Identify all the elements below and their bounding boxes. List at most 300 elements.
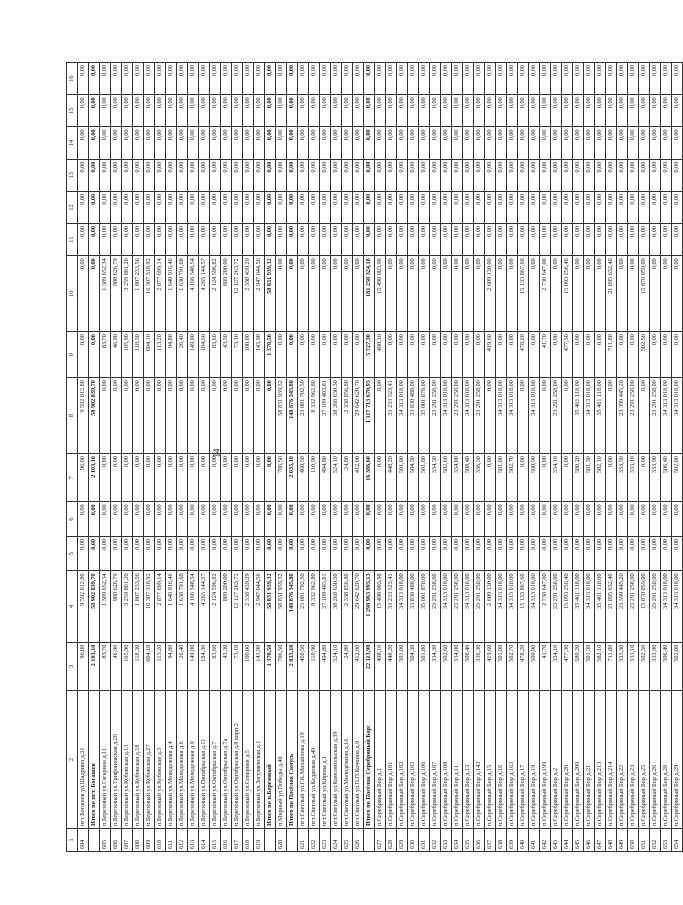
value-cell: 0,00 [144,95,155,127]
value-cell: 0,00 [199,127,210,159]
value-cell: 582,10 [595,642,606,690]
table-row [144,63,155,852]
address-cell: пгт.Светлый ул.Молодёжная д.16 [342,690,353,828]
value-cell: 46,90 [111,332,122,378]
value-cell: 0,00 [661,332,672,378]
row-number-cell: 636 [474,829,485,852]
address-cell: п.Серебряный Бор д.107 [430,690,441,828]
value-cell: 0,00 [155,95,166,127]
value-cell: 0,00 [155,454,166,502]
value-cell: 0,00 [199,191,210,223]
value-cell: 2 947 044,56 [254,256,265,332]
row-number-cell [287,829,298,852]
value-cell: 0,00 [155,224,166,256]
value-cell: 0,00 [111,378,122,454]
value-cell: 0,00 [507,536,518,571]
value-cell: 0,00 [430,224,441,256]
value-cell: 0,00 [298,159,309,191]
row-number-cell: 635 [463,829,474,852]
subtotal-row [287,63,298,852]
table-row [419,63,430,852]
value-cell: 2 035,10 [287,642,298,690]
row-number-cell: 618 [243,829,254,852]
value-cell: 0,00 [540,502,551,537]
value-cell: 0,00 [111,127,122,159]
value-cell: 0,00 [188,536,199,571]
value-cell: 23 291 258,00 [430,378,441,454]
value-cell: 0,00 [144,454,155,502]
value-cell: 501,00 [397,454,408,502]
value-cell: 0,00 [639,127,650,159]
value-cell: 34 313 018,00 [441,378,452,454]
value-cell: 15 133 867,60 [518,571,529,642]
value-cell: 0,00 [177,454,188,502]
value-cell: 0,00 [397,536,408,571]
value-cell: 58 902 839,70 [89,571,100,642]
value-cell: 0,00 [100,454,111,502]
value-cell: 0,00 [441,63,452,95]
address-cell: п.Березовый ул.Загуляевская д.1 [254,690,265,828]
value-cell: 0,00 [221,224,232,256]
column-header: 3 [67,642,78,690]
value-cell: 0,00 [232,127,243,159]
row-number-cell: 641 [529,829,540,852]
value-cell: 0,00 [661,95,672,127]
value-cell: 0,00 [364,224,375,256]
value-cell: 334,00 [452,454,463,502]
value-cell: 0,00 [397,159,408,191]
value-cell: 21 895 632,40 [606,571,617,642]
value-cell: 0,00 [155,378,166,454]
value-cell: 33 830 488,00 [408,378,419,454]
value-cell: 0,00 [353,159,364,191]
value-cell: 1 389 652,34 [100,256,111,332]
address-cell: п.Серебряный Бор д.108 [441,690,452,828]
value-cell: 0,00 [518,454,529,502]
value-cell: 0,00 [166,454,177,502]
value-cell: 0,00 [463,191,474,223]
value-cell: 502,60 [441,454,452,502]
value-cell: 0,00 [254,502,265,537]
value-cell: 0,00 [331,224,342,256]
value-cell: 0,00 [144,224,155,256]
value-cell: 0,00 [562,378,573,454]
value-cell: 0,00 [320,95,331,127]
value-cell: 0,00 [144,536,155,571]
row-number-cell: 629 [397,829,408,852]
value-cell: 0,00 [265,454,276,502]
value-cell: 0,00 [320,536,331,571]
value-cell: 0,00 [210,224,221,256]
value-cell: 0,00 [595,127,606,159]
value-cell: 0,00 [309,127,320,159]
address-cell: п.Серебряный Бор д.11 [452,690,463,828]
table-row [628,63,639,852]
value-cell: 0,00 [188,127,199,159]
value-cell: 0,00 [78,224,89,256]
value-cell: 0,00 [529,332,540,378]
value-cell: 0,00 [485,454,496,502]
value-cell: 0,00 [441,224,452,256]
value-cell: 0,00 [639,191,650,223]
value-cell: 0,00 [606,63,617,95]
value-cell: 0,00 [639,63,650,95]
value-cell: 34 313 018,00 [661,378,672,454]
value-cell: 0,00 [529,256,540,332]
value-cell: 0,00 [496,95,507,127]
value-cell: 0,00 [452,127,463,159]
row-number-cell: 646 [584,829,595,852]
value-cell: 0,00 [331,536,342,571]
value-cell: 0,00 [320,332,331,378]
value-cell: 0,00 [100,224,111,256]
value-cell: 0,00 [617,502,628,537]
value-cell: 94,80 [166,332,177,378]
value-cell: 0,00 [452,224,463,256]
table-row [441,63,452,852]
value-cell: 988 626,79 [111,256,122,332]
value-cell: 0,00 [188,224,199,256]
value-cell: 0,00 [177,63,188,95]
row-number-cell: 606 [111,829,122,852]
value-cell: 149,00 [188,332,199,378]
value-cell: 0,00 [573,536,584,571]
value-cell: 0,00 [661,63,672,95]
value-cell: 46,90 [111,642,122,690]
value-cell: 0,00 [309,332,320,378]
row-number-cell: 649 [617,829,628,852]
value-cell: 2 124 596,82 [210,256,221,332]
value-cell: 0,00 [672,95,683,127]
value-cell: 0,00 [320,63,331,95]
value-cell: 0,00 [529,536,540,571]
value-cell: 0,00 [199,95,210,127]
value-cell: 0,00 [562,63,573,95]
value-cell: 0,00 [617,159,628,191]
value-cell: 0,00 [672,63,683,95]
value-cell: 0,00 [430,159,441,191]
column-header: 6 [67,502,78,537]
value-cell: 0,00 [672,536,683,571]
value-cell: 0,00 [210,127,221,159]
value-cell: 0,00 [573,95,584,127]
value-cell: 0,00 [320,127,331,159]
value-cell: 0,00 [584,256,595,332]
value-cell: 0,00 [540,454,551,502]
value-cell: 0,00 [419,224,430,256]
address-cell: п.Серебряный Бор д.19 [529,690,540,828]
value-cell: 0,00 [507,256,518,332]
address-cell: пгт.Светлый ул.Г.К.Михайлова д.19 [298,690,309,828]
value-cell: 0,00 [430,256,441,332]
column-number-header [67,63,78,852]
value-cell: 0,00 [276,502,287,537]
value-cell: 0,00 [386,63,397,95]
value-cell: 0,00 [364,191,375,223]
address-cell: п.Серебряный Бор д.101 [386,690,397,828]
value-cell: 0,00 [441,159,452,191]
value-cell: 478,20 [518,332,529,378]
value-cell: 0,00 [210,502,221,537]
value-cell: 34 313 018,00 [529,378,540,454]
value-cell: 0,00 [595,332,606,378]
value-cell: 0,00 [342,502,353,537]
address-cell: пгт.Светлый ул.Кирова д.1 [320,690,331,828]
value-cell: 0,00 [309,63,320,95]
value-cell: 0,00 [364,95,375,127]
value-cell: 0,00 [628,536,639,571]
value-cell: 0,00 [639,224,650,256]
value-cell: 0,00 [287,502,298,537]
value-cell: 1 630 791,68 [177,256,188,332]
value-cell: 43,30 [221,332,232,378]
value-cell: 0,00 [78,95,89,127]
value-cell: 0,00 [474,256,485,332]
value-cell: 184,30 [199,642,210,690]
value-cell: 0,00 [78,332,89,378]
value-cell: 37 109 403,81 [320,571,331,642]
value-cell: 494,80 [320,642,331,690]
address-cell: п.Березовый ул.Октябрьская д.7 [210,690,221,828]
table-row [353,63,364,852]
value-cell: 0,00 [639,536,650,571]
value-cell: 0,00 [397,127,408,159]
value-cell: 41,70 [540,642,551,690]
value-cell: 0,00 [584,127,595,159]
table-row [188,63,199,852]
value-cell: 0,00 [419,95,430,127]
value-cell: 333,10 [628,454,639,502]
value-cell: 23 291 258,00 [430,571,441,642]
value-cell: 0,00 [474,127,485,159]
value-cell: 0,00 [595,502,606,537]
value-cell: 0,00 [122,159,133,191]
value-cell: 0,00 [276,332,287,378]
table-body [78,63,683,852]
column-header: 1 [67,829,78,852]
value-cell: 0,00 [540,536,551,571]
value-cell: 0,00 [496,502,507,537]
row-number-cell: 637 [485,829,496,852]
table-row [639,63,650,852]
value-cell: 0,00 [122,378,133,454]
value-cell: 4 166 348,54 [188,256,199,332]
value-cell: 0,00 [331,502,342,537]
value-cell: 34 313 018,00 [441,571,452,642]
value-cell: 0,00 [518,63,529,95]
value-cell: 0,00 [265,502,276,537]
value-cell: 0,00 [298,332,309,378]
column-header: 11 [67,224,78,256]
address-cell: Итого по п.Березовый [265,690,276,828]
value-cell: 502,00 [672,454,683,502]
table-row [518,63,529,852]
value-cell: 0,00 [606,454,617,502]
value-cell: 0,00 [133,63,144,95]
value-cell: 0,00 [485,536,496,571]
value-cell: 0,00 [650,332,661,378]
value-cell: 0,00 [232,191,243,223]
value-cell: 35 461 118,00 [595,571,606,642]
value-cell: 0,00 [111,454,122,502]
value-cell: 0,00 [661,159,672,191]
row-number-cell: 610 [155,829,166,852]
value-cell: 0,00 [166,191,177,223]
table-row [595,63,606,852]
value-cell: 988 626,79 [111,571,122,642]
value-cell: 0,00 [408,159,419,191]
value-cell: 711,80 [606,332,617,378]
column-header: 7 [67,454,78,502]
address-cell: п.Серебряный Бор д.199 [540,690,551,828]
value-cell: 502,70 [507,642,518,690]
value-cell: 0,00 [89,502,100,537]
value-cell: 0,00 [474,536,485,571]
value-cell: 0,00 [595,224,606,256]
value-cell: 0,00 [265,224,276,256]
value-cell: 502,50 [639,332,650,378]
value-cell: 110,90 [309,454,320,502]
value-cell: 0,00 [122,63,133,95]
value-cell: 0,00 [188,378,199,454]
value-cell: 148 876 345,80 [287,378,298,454]
column-header: 15 [67,95,78,127]
value-cell: 0,00 [496,127,507,159]
value-cell: 0,00 [111,191,122,223]
address-cell: п.Серебряный Бор д.16 [496,690,507,828]
value-cell: 0,00 [254,159,265,191]
address-cell: п.Березовый ул.Северная д.5 [243,690,254,828]
value-cell: 0,00 [430,536,441,571]
value-cell: 0,00 [100,95,111,127]
value-cell: 0,00 [320,159,331,191]
value-cell: 0,00 [397,63,408,95]
value-cell: 500,90 [529,642,540,690]
value-cell: 0,00 [529,159,540,191]
value-cell: 0,00 [672,224,683,256]
value-cell: 0,00 [199,159,210,191]
value-cell: 2 035,10 [287,454,298,502]
value-cell: 0,00 [309,95,320,127]
value-cell: 0,00 [617,95,628,127]
value-cell: 0,00 [276,191,287,223]
value-cell: 0,00 [452,332,463,378]
value-cell: 0,00 [650,159,661,191]
value-cell: 0,00 [111,95,122,127]
value-cell: 34 313 018,00 [584,571,595,642]
value-cell: 16 307 318,92 [144,256,155,332]
value-cell: 0,00 [672,159,683,191]
value-cell: 26,40 [177,332,188,378]
value-cell: 0,00 [276,95,287,127]
value-cell: 23 291 258,00 [452,378,463,454]
address-cell: п.Серебряный Бор д.17 [518,690,529,828]
value-cell: 23 291 258,00 [650,571,661,642]
value-cell: 0,00 [606,191,617,223]
value-cell: 0,00 [562,95,573,127]
value-cell: 0,00 [331,159,342,191]
value-cell: 0,00 [397,256,408,332]
table-row [100,63,111,852]
table-row [474,63,485,852]
value-cell: 3 259 801,20 [122,256,133,332]
value-cell: 0,00 [221,536,232,571]
value-cell: 58 902 839,70 [89,378,100,454]
value-cell: 0,00 [441,256,452,332]
value-cell: 0,00 [617,63,628,95]
column-header: 4 [67,571,78,642]
table-row [397,63,408,852]
value-cell: 0,00 [89,191,100,223]
value-cell: 0,00 [540,224,551,256]
value-cell: 58 831 939,32 [265,256,276,332]
column-header: 12 [67,191,78,223]
row-number-cell: 632 [430,829,441,852]
row-number-cell: 621 [298,829,309,852]
value-cell: 0,00 [617,332,628,378]
value-cell: 448,20 [386,642,397,690]
value-cell: 34 313 018,00 [397,571,408,642]
value-cell: 0,00 [353,536,364,571]
value-cell: 0,00 [375,536,386,571]
value-cell: 0,00 [672,191,683,223]
value-cell: 2 730 647,00 [540,256,551,332]
value-cell: 0,00 [606,159,617,191]
address-cell: п.Березовый ул.Кубовская д.13 [122,690,133,828]
value-cell: 58 831 939,32 [276,378,287,454]
address-cell: п.Мирный ул.Победы д.40 [276,690,287,828]
row-number-cell: 627 [375,829,386,852]
rotated-table-container [66,62,680,852]
value-cell: 1 298 963 995,13 [364,571,375,642]
table-row [320,63,331,852]
value-cell: 582,10 [595,454,606,502]
value-cell: 0,00 [122,454,133,502]
value-cell: 0,00 [375,63,386,95]
value-cell: 0,00 [111,63,122,95]
value-cell: 0,00 [221,159,232,191]
value-cell: 0,00 [331,95,342,127]
value-cell: 73,10 [232,642,243,690]
value-cell: 0,00 [661,191,672,223]
value-cell: 0,00 [232,95,243,127]
value-cell: 0,00 [298,95,309,127]
value-cell: 0,00 [408,95,419,127]
value-cell: 0,00 [243,224,254,256]
address-cell: п.Березовый ул.Кубовская д.18 [133,690,144,828]
table-row [551,63,562,852]
value-cell: 0,00 [122,224,133,256]
row-number-cell: 628 [386,829,397,852]
value-cell: 21 895 632,40 [606,256,617,332]
value-cell: 0,00 [661,536,672,571]
value-cell: 0,00 [342,159,353,191]
value-cell: 0,00 [441,502,452,537]
value-cell: 0,00 [89,63,100,95]
value-cell: 0,00 [232,378,243,454]
value-cell: 0,00 [551,224,562,256]
value-cell: 0,00 [375,502,386,537]
value-cell: 0,00 [133,536,144,571]
value-cell: 38 268 630,30 [331,378,342,454]
value-cell: 0,00 [342,536,353,571]
value-cell: 0,00 [617,536,628,571]
value-cell: 524,10 [331,454,342,502]
value-cell: 0,00 [562,454,573,502]
value-cell: 2 609 130,00 [485,256,496,332]
column-header: 10 [67,256,78,332]
value-cell: 0,00 [419,191,430,223]
